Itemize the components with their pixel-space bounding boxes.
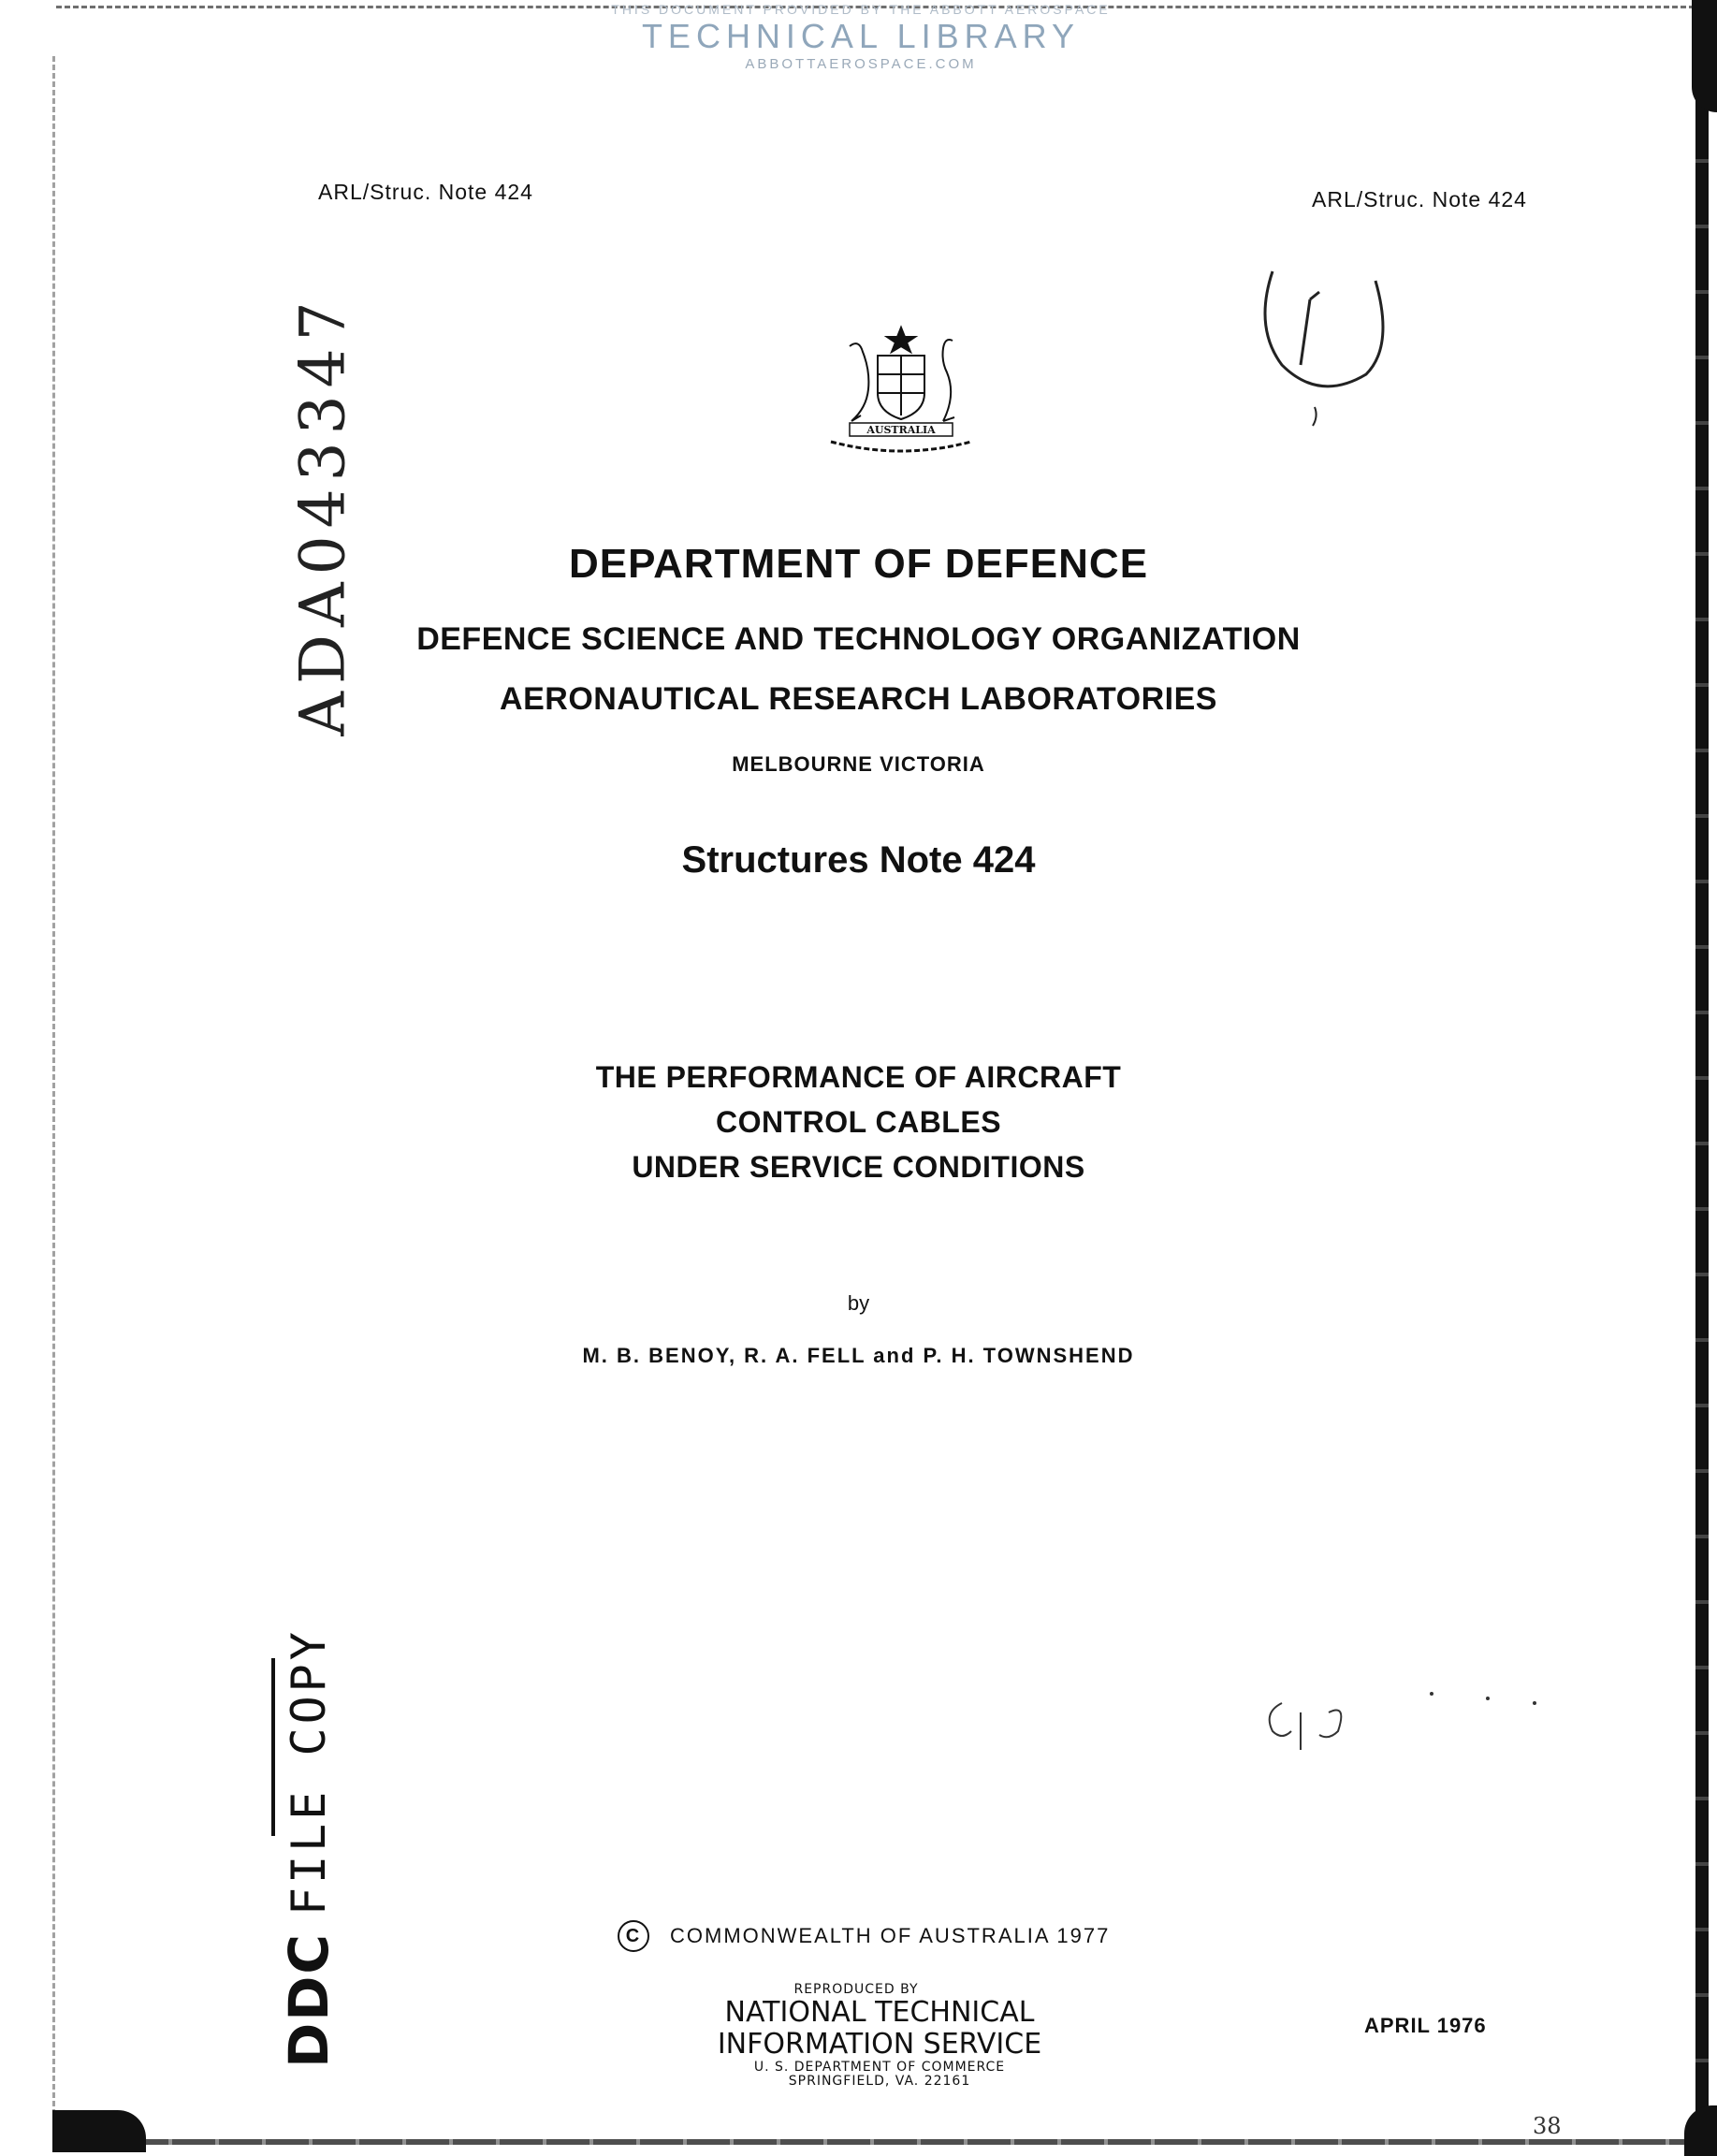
copyright-text: COMMONWEALTH OF AUSTRALIA 1977: [670, 1924, 1111, 1947]
report-title: [0, 1055, 1717, 1189]
title-line-3: UNDER SERVICE CONDITIONS: [632, 1150, 1085, 1184]
handwritten-scribble-mark: [1254, 1666, 1591, 1769]
watermark-title: TECHNICAL LIBRARY: [641, 17, 1081, 55]
scan-corner-bottom-right: [1684, 2105, 1717, 2156]
scan-edge-bottom: [56, 2139, 1703, 2145]
department-heading: DEPARTMENT OF DEFENCE: [568, 541, 1149, 587]
handwritten-page-mark: 38: [1533, 2113, 1562, 2139]
scan-corner-bottom-left: [52, 2110, 146, 2152]
report-ref-left: ARL/Struc. Note 424: [318, 180, 533, 204]
copyright-icon: C: [618, 1920, 649, 1952]
seal-label: AUSTRALIA: [866, 424, 936, 436]
stamp-text: FILE COPY: [282, 1628, 337, 1916]
title-line-1: THE PERFORMANCE OF AIRCRAFT: [595, 1060, 1122, 1094]
publication-date: APRIL 1976: [1364, 2014, 1487, 2037]
accession-number-vertical: [285, 293, 360, 736]
watermark-url: ABBOTTAEROSPACE.COM: [745, 56, 977, 72]
handwritten-circle-mark: [1244, 243, 1404, 430]
ntis-reproduction-stamp: [692, 1982, 1067, 2089]
organization-heading: DEFENCE SCIENCE AND TECHNOLOGY ORGANIZATION: [416, 621, 1301, 657]
accession-number: ADA043347: [286, 293, 359, 736]
scan-corner-top-right: [1692, 0, 1717, 112]
series-heading: Structures Note 424: [681, 839, 1036, 881]
watermark-provided-by: THIS DOCUMENT PROVIDED BY THE ABBOTT AEROSPACE: [611, 2, 1111, 17]
reproduced-by: REPRODUCED BY: [793, 1982, 919, 1997]
coat-of-arms-seal: [812, 318, 990, 459]
location-heading: MELBOURNE VICTORIA: [732, 752, 985, 776]
ntis-line-2: INFORMATION SERVICE: [717, 2028, 1042, 2061]
file-copy-stamp: [243, 1628, 374, 2068]
ntis-line-4: SPRINGFIELD, VA. 22161: [788, 2074, 971, 2089]
stamp-prefix: DDC: [277, 1932, 342, 2068]
byline: by: [847, 1291, 870, 1315]
authors: M. B. BENOY, R. A. FELL and P. H. TOWNSHEND: [582, 1344, 1135, 1367]
title-line-2: CONTROL CABLES: [715, 1105, 1002, 1139]
laboratory-heading: AERONAUTICAL RESEARCH LABORATORIES: [500, 681, 1217, 717]
report-ref-right: ARL/Struc. Note 424: [1312, 187, 1527, 211]
ntis-line-3: U. S. DEPARTMENT OF COMMERCE: [753, 2060, 1006, 2075]
copyright-line: [618, 1920, 1110, 1952]
ntis-line-1: NATIONAL TECHNICAL: [724, 1996, 1035, 2029]
